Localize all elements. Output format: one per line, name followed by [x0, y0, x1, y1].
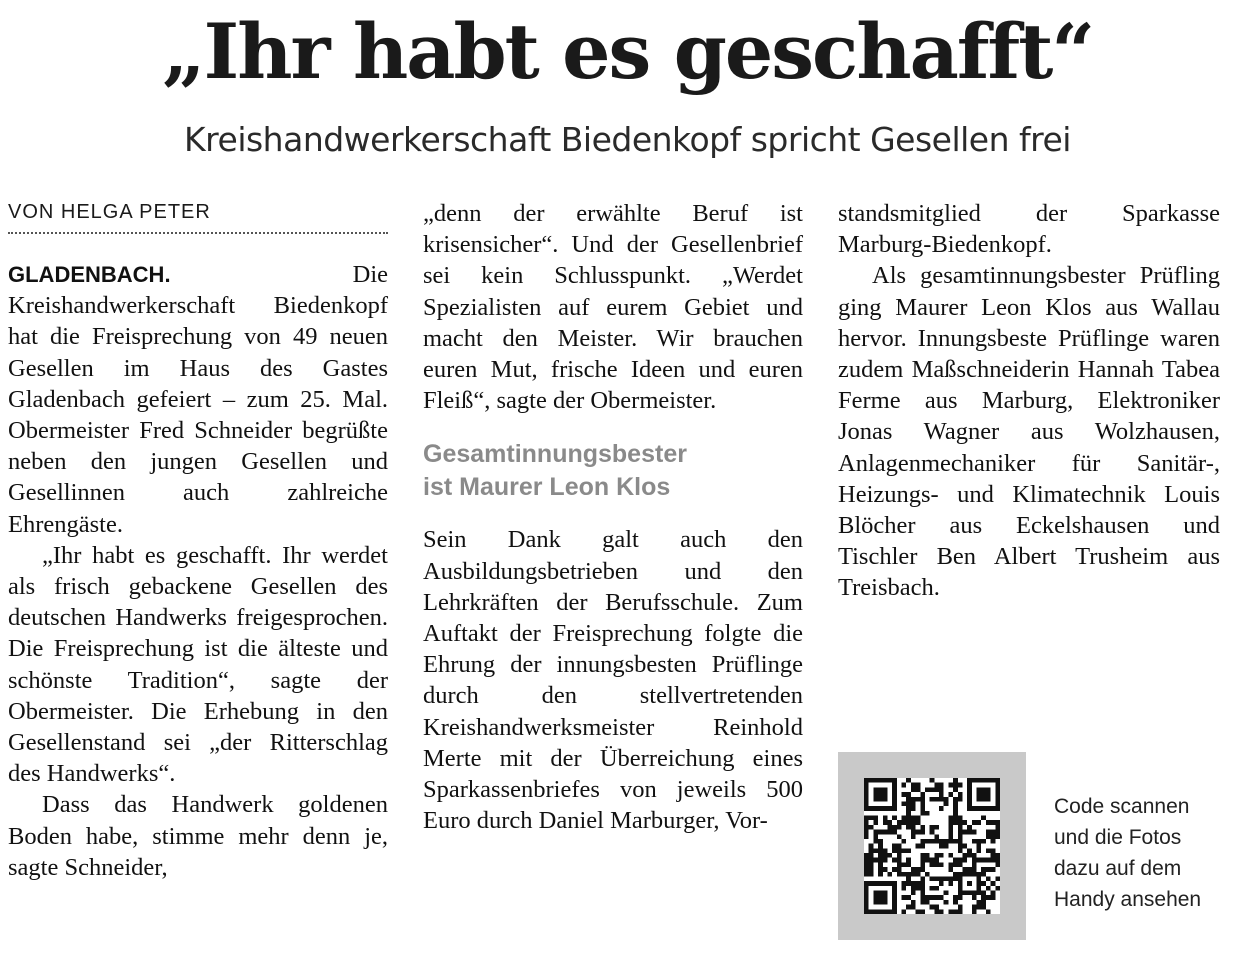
section-subheading: [423, 438, 803, 504]
paragraph: Dass das Handwerk goldenen Boden habe, stimme mehr denn je, sagte Schneider,: [8, 791, 388, 881]
article-column-2: [423, 198, 803, 836]
article-subheadline: Kreishandwerkerschaft Biedenkopf spricht Gesellen frei: [184, 120, 1071, 159]
paragraph: „denn der erwählte Beruf ist krisensicher“. Und der Gesellenbrief sei kein Schlusspunkt. „Werdet Spezialisten auf eurem Gebiet und macht den Meister. Wir brauchen euren Mut, frische Ideen und euren Fleiß“, sagte der Obermeister.: [423, 200, 803, 415]
article-headline: „Ihr habt es geschafft“: [161, 7, 1094, 96]
paragraph: Als gesamtinnungsbester Prüfling ging Maurer Leon Klos aus Wallau hervor. Innungsbeste Prüflinge waren zudem Maßschneiderin Hannah Tabea Ferme aus Marburg, Elektroniker Jonas Wagner aus Wolzhausen, Anlagenmechaniker für Sanitär-, Heizungs- und Klimatechnik Louis Blöcher aus Eckelshausen und Tischler Ben Albert Trusheim aus Treisbach.: [838, 262, 1220, 602]
paragraph: Sein Dank galt auch den Ausbildungsbetrieben und den Lehrkräften der Berufsschule. Zum Auftakt der Freisprechung folgte die Ehrung der innungsbesten Prüflinge durch den stellvertretenden Kreishandwerksmeister Reinhold Merte mit der Überreichung eines Sparkassenbriefes von jeweils 500 Euro durch Daniel Marburger, Vor-: [423, 526, 803, 835]
qr-caption-line: Code scannen: [1054, 795, 1190, 818]
section-subheading-line: ist Maurer Leon Klos: [423, 473, 671, 502]
paragraph: [8, 259, 388, 540]
qr-code: [864, 778, 1000, 914]
section-subheading-line: Gesamtinnungsbester: [423, 440, 687, 469]
article-column-1: [8, 259, 388, 883]
dateline: GLADENBACH.: [8, 262, 171, 287]
article-column-3: [838, 198, 1220, 604]
paragraph-text: Die Kreishandwerkerschaft Biedenkopf hat die Freisprechung von 49 neuen Gesellen im Haus des Gastes Gladenbach gefeiert – zum 25. Mal. Obermeister Fred Schneider begrüßte neben den jungen Gesellen und Gesellinnen auch zahlreiche Ehrengäste.: [8, 261, 388, 538]
paragraph: standsmitglied der Sparkasse Marburg-Biedenkopf.: [838, 200, 1220, 259]
qr-caption: [1054, 791, 1254, 915]
byline: VON HELGA PETER: [8, 201, 211, 223]
qr-caption-line: dazu auf dem: [1054, 857, 1182, 880]
paragraph: „Ihr habt es geschafft. Ihr werdet als frisch gebackene Gesellen des deutschen Handwerks freigesprochen. Die Freisprechung ist die älteste und schönste Tradition“, sagte der Obermeister. Die Erhebung in den Gesellenstand sei „der Ritterschlag des Handwerks“.: [8, 541, 388, 788]
qr-code-frame: [838, 752, 1026, 940]
byline-divider: [8, 232, 388, 234]
qr-caption-line: Handy ansehen: [1054, 888, 1202, 911]
qr-caption-line: und die Fotos: [1054, 826, 1182, 849]
